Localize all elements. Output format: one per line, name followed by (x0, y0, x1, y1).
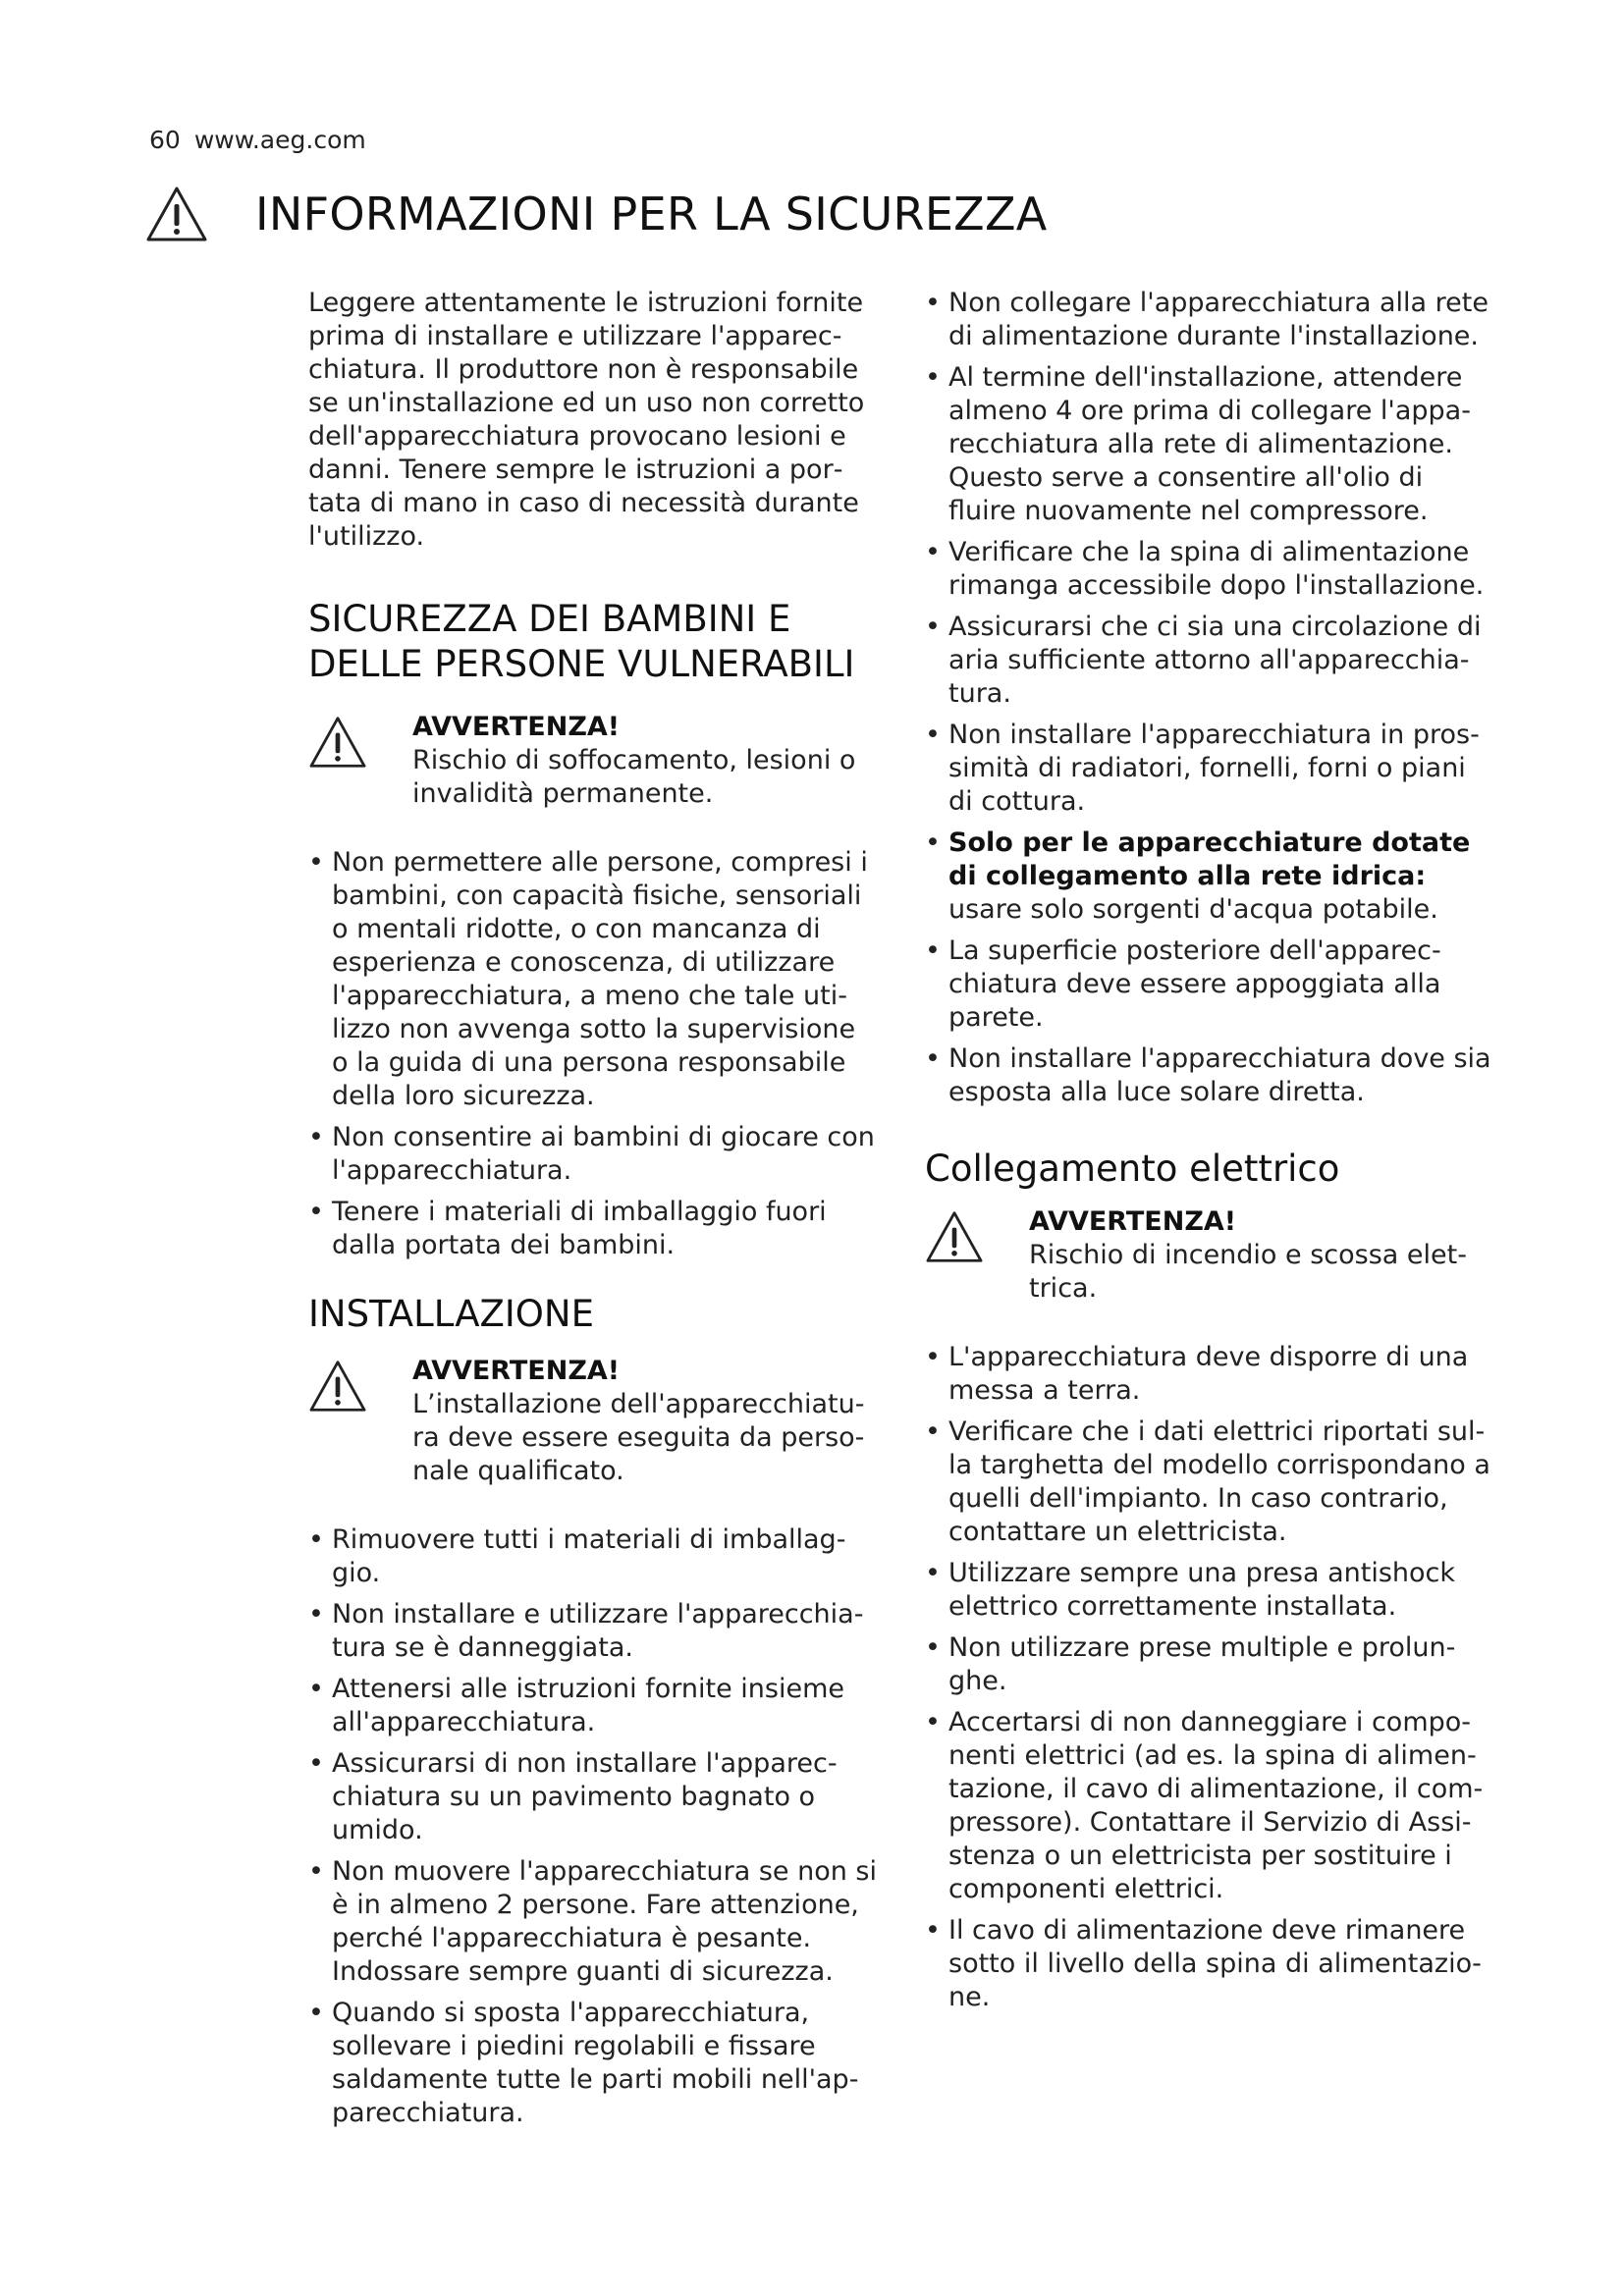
warning-triangle-icon (308, 715, 367, 770)
list-item: • Verificare che i dati elettrici riportati sulla targhetta del modello corrispondano a quelli dell'impianto. In caso contrario, contattare un elettricista. (925, 1415, 1494, 1549)
list-item: • Non consentire ai bambini di giocare con l'apparecchiatura. (308, 1121, 878, 1188)
warning-triangle-icon (925, 1209, 984, 1264)
list-item: • La superficie posteriore dell'apparecchiatura deve essere appoggiata alla parete. (925, 934, 1494, 1035)
warning-title: AVVERTENZA! (412, 1356, 621, 1386)
intro-paragraph: Leggere attentamente le istruzioni fornite prima di installare e utilizzare l'apparecchiatura. Il produttore non è responsabile se un'installazione ed un uso non corretto dell'apparecchiatura provocano lesioni e danni. Tenere sempre le istruzioni a portata di mano in caso di necessità durante l'utilizzo. (308, 288, 865, 552)
list-item: • Verificare che la spina di alimentazione rimanga accessibile dopo l'installazione. (925, 536, 1494, 603)
list-item: • Al termine dell'installazione, attendere almeno 4 ore prima di collegare l'apparecchiatura alla rete di alimentazione. Questo serve a consentire all'olio di fluire nuovamente nel compressore. (925, 361, 1494, 528)
list-item: • Quando si sposta l'apparecchiatura, sollevare i piedini regolabili e fissare saldamente tutte le parti mobili nell'apparecchiatura. (308, 1997, 878, 2130)
warning-text: Rischio di incendio e scossa elettrica. (1029, 1240, 1467, 1304)
list-item: • Non permettere alle persone, compresi i bambini, con capacità fisiche, sensoriali o mentali ridotte, o con mancanza di esperienza e conoscenza, di utilizzare l'apparecchiatura, a meno che tale utilizzo non avvenga sotto la supervisione o la guida di una persona responsabile della loro sicurezza. (308, 846, 878, 1113)
list-item: • Assicurarsi che ci sia una circolazione di aria sufficiente attorno all'apparecchiatura. (925, 611, 1494, 711)
list-item: • Il cavo di alimentazione deve rimanere sotto il livello della spina di alimentazione. (925, 1914, 1494, 2014)
electrical-list (925, 1341, 1494, 2014)
water-supply-bold: Solo per le apparecchiature dotate di collegamento alla rete idrica: (948, 828, 1471, 891)
list-item: • Non muovere l'apparecchiatura se non si è in almeno 2 persone. Fare attenzione, perché l'apparecchiatura è pesante. Indossare sempre guanti di sicurezza. (308, 1855, 878, 1989)
children-safety-heading: SICUREZZA DEI BAMBINI E DELLE PERSONE VULNERABILI (308, 598, 855, 685)
electrical-warning (925, 1205, 1494, 1306)
website-url: www.aeg.com (193, 126, 366, 154)
list-item: • Non utilizzare prese multiple e prolunghe. (925, 1631, 1494, 1698)
page-number: 60 (149, 126, 181, 154)
warning-title: AVVERTENZA! (412, 712, 621, 742)
water-supply-text: usare solo sorgenti d'acqua potabile. (948, 894, 1438, 925)
list-item: • Non installare l'apparecchiatura in prossimità di radiatori, fornelli, forni o piani di cottura. (925, 719, 1494, 819)
installation-list-continued (925, 287, 1494, 1109)
page-header (149, 126, 366, 154)
electrical-heading: Collegamento elettrico (925, 1148, 1340, 1190)
installation-warning (308, 1355, 878, 1488)
warning-text: L’installazione dell'apparecchiatura deve essere eseguita da personale qualificato. (412, 1389, 865, 1486)
list-item: • L'apparecchiatura deve disporre di una messa a terra. (925, 1341, 1494, 1408)
page-title (145, 183, 1048, 245)
list-item: • Tenere i materiali di imballaggio fuori dalla portata dei bambini. (308, 1196, 878, 1262)
list-item: • Utilizzare sempre una presa antishock elettrico correttamente installata. (925, 1557, 1494, 1624)
list-item: • Non collegare l'apparecchiatura alla rete di alimentazione durante l'installazione. (925, 287, 1494, 353)
left-column (308, 287, 878, 2138)
list-item: • Rimuovere tutti i materiali di imballaggio. (308, 1523, 878, 1590)
warning-triangle-icon (308, 1359, 367, 1414)
list-item: • Accertarsi di non danneggiare i componenti elettrici (ad es. la spina di alimentazione, il cavo di alimentazione, il compressore). Contattare il Servizio di Assistenza o un elettricista per sostituire i componenti elettrici. (925, 1706, 1494, 1906)
right-column (925, 287, 1494, 2022)
water-supply-item (925, 827, 1494, 927)
list-item: • Non installare e utilizzare l'apparecchiatura se è danneggiata. (308, 1598, 878, 1665)
warning-triangle-icon (145, 185, 208, 243)
list-item: • Attenersi alle istruzioni fornite insieme all'apparecchiatura. (308, 1673, 878, 1739)
list-item: • Non installare l'apparecchiatura dove sia esposta alla luce solare diretta. (925, 1042, 1494, 1109)
warning-text: Rischio di soffocamento, lesioni o invalidità permanente. (412, 745, 856, 809)
main-heading: INFORMAZIONI PER LA SICUREZZA (255, 187, 1048, 240)
list-item: • Assicurarsi di non installare l'apparecchiatura su un pavimento bagnato o umido. (308, 1747, 878, 1847)
children-list (308, 846, 878, 1262)
warning-title: AVVERTENZA! (1029, 1206, 1237, 1237)
installation-heading: INSTALLAZIONE (308, 1293, 594, 1335)
children-warning (308, 711, 878, 811)
installation-list (308, 1523, 878, 2130)
